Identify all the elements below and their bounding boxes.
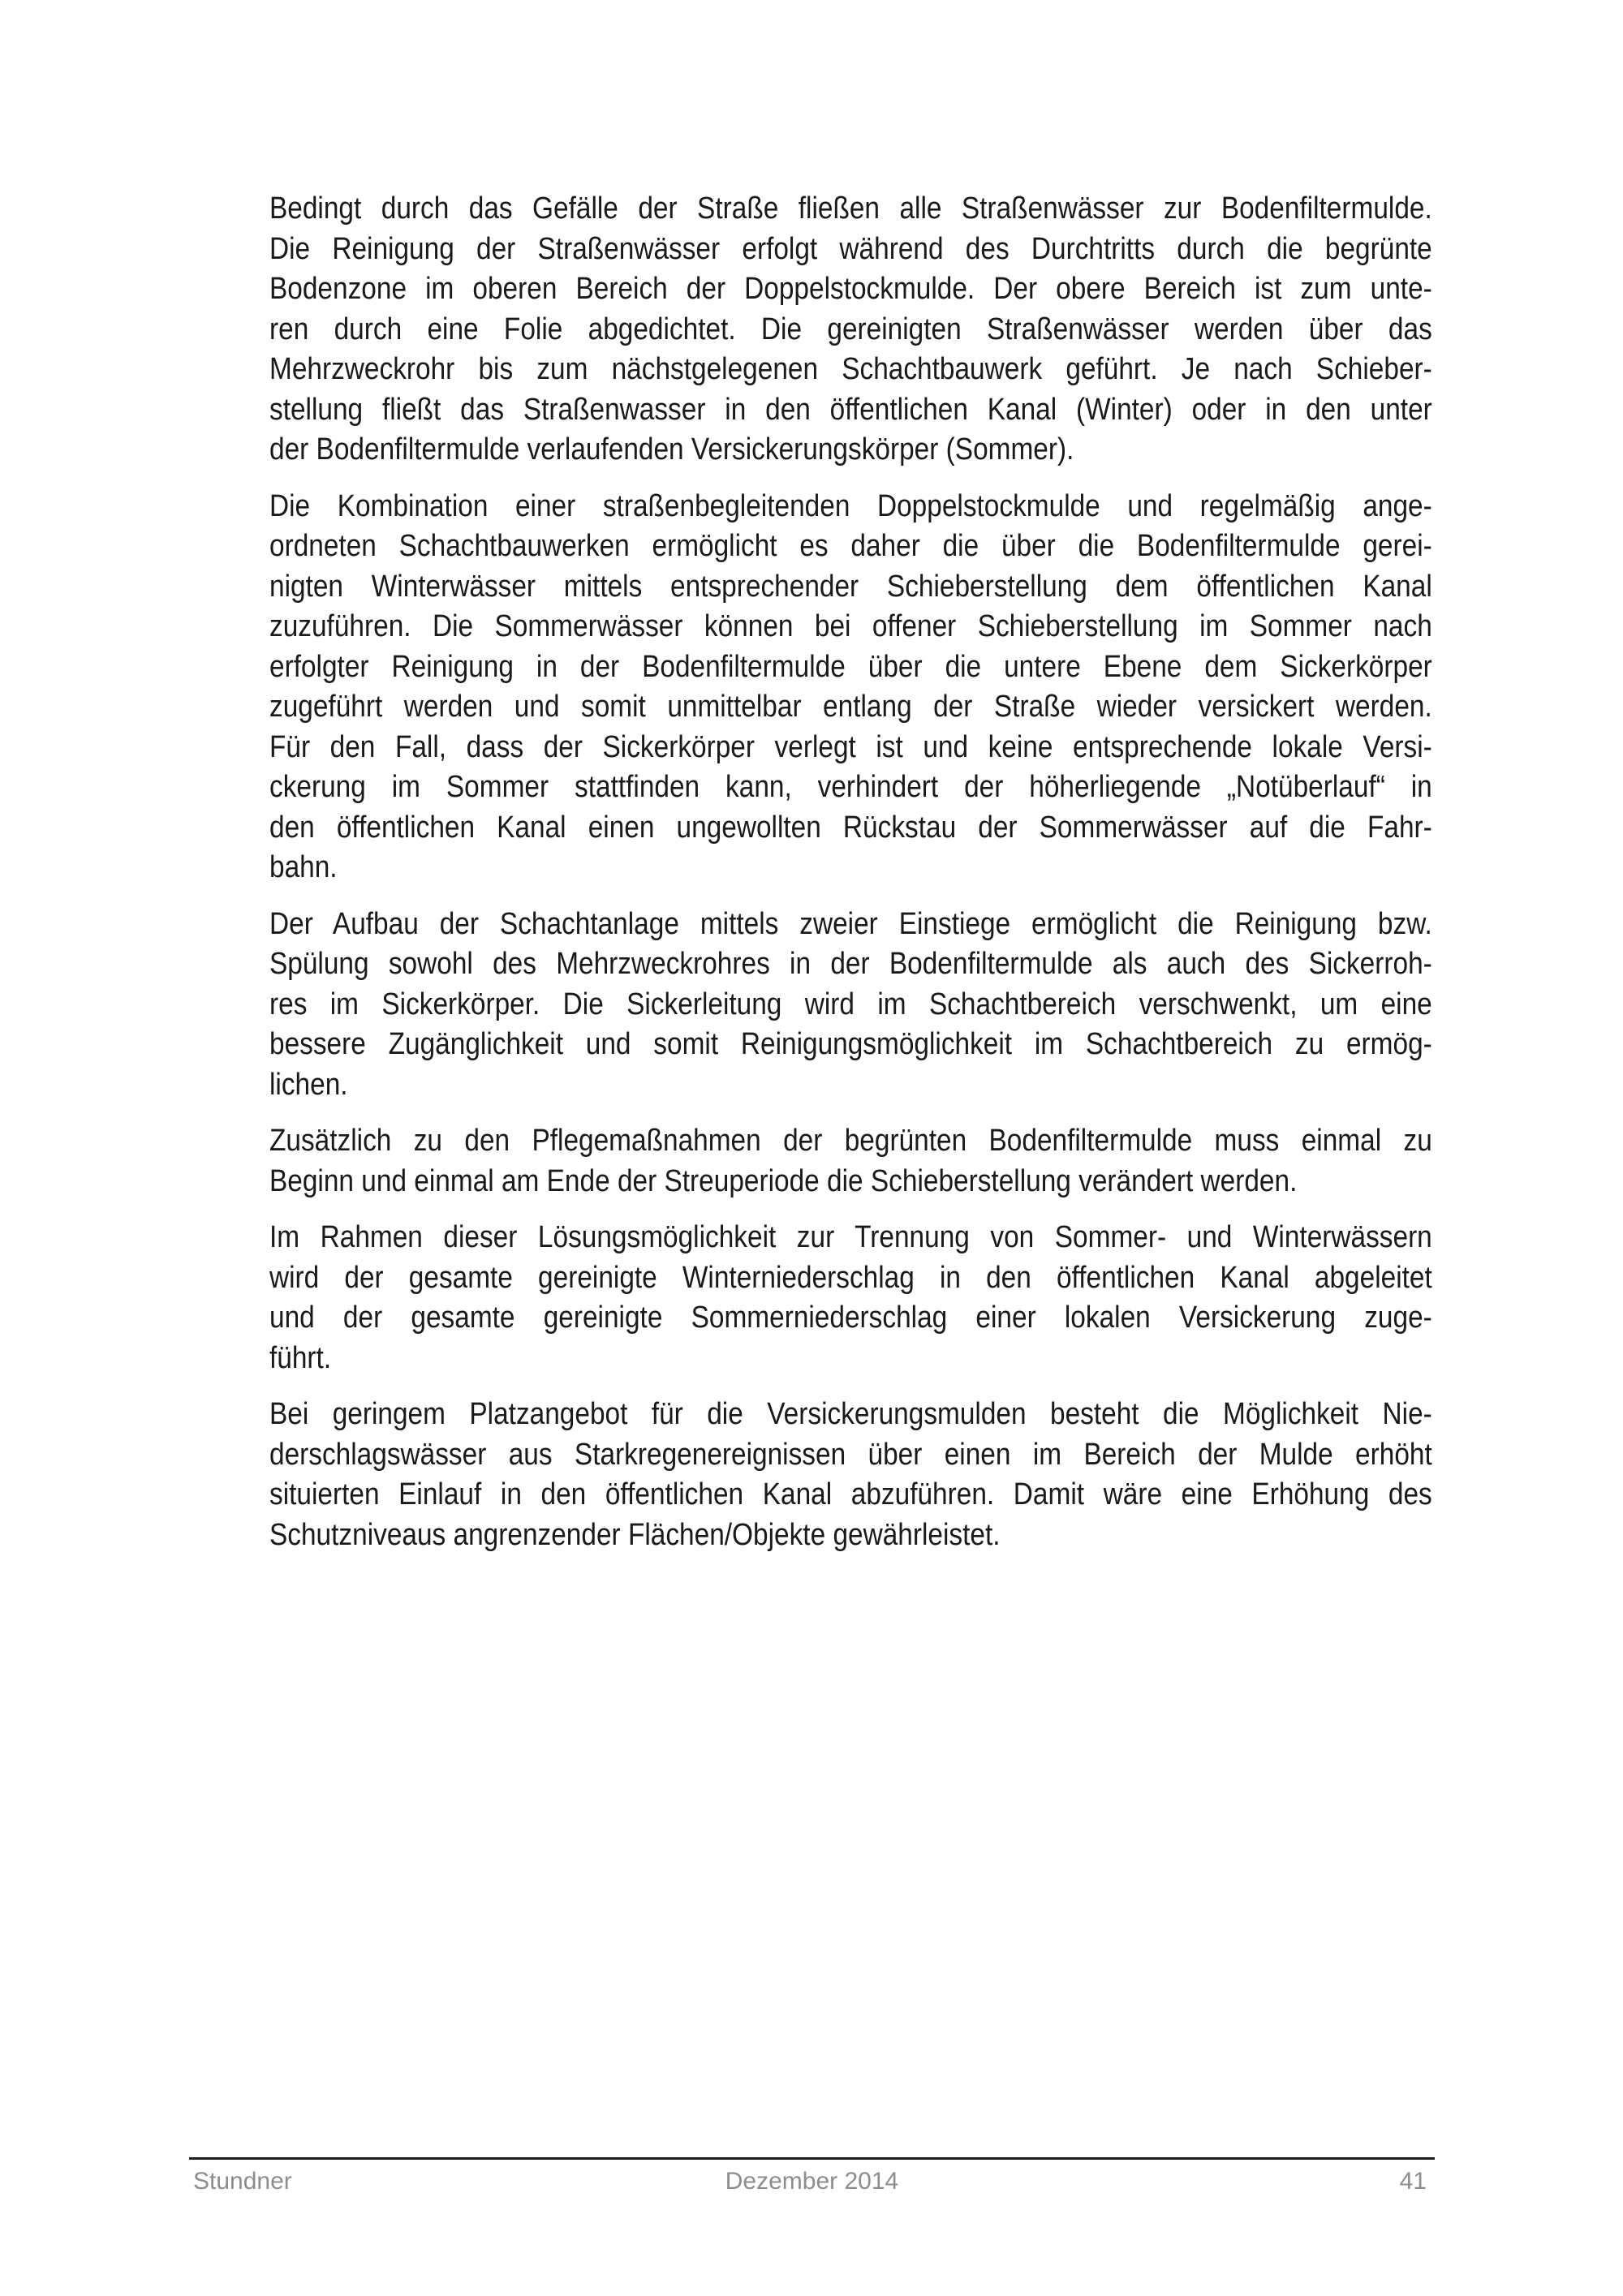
- text-line: ordneten Schachtbauwerken ermöglicht es daher die über die Bodenfiltermulde gerei-: [269, 529, 1432, 563]
- footer-row: [189, 2167, 1435, 2196]
- text-line: ren durch eine Folie abgedichtet. Die gereinigten Straßenwässer werden über das: [269, 312, 1432, 346]
- text-line: und der gesamte gereinigte Sommerniederschlag einer lokalen Versickerung zuge-: [269, 1301, 1432, 1335]
- text-line: Bedingt durch das Gefälle der Straße fließen alle Straßenwässer zur Bodenfiltermulde.: [269, 191, 1432, 226]
- footer-rule: [189, 2157, 1435, 2160]
- text-line: Zusätzlich zu den Pflegemaßnahmen der begrünten Bodenfiltermulde muss einmal zu: [269, 1124, 1432, 1158]
- paragraph: [269, 487, 1432, 888]
- paragraph: [269, 905, 1432, 1106]
- paragraph: [269, 1121, 1432, 1202]
- text-line: situierten Einlauf in den öffentlichen Kanal abzuführen. Damit wäre eine Erhöhung des: [269, 1477, 1432, 1511]
- text-line: Die Kombination einer straßenbegleitenden Doppelstockmulde und regelmäßig ange-: [269, 488, 1432, 523]
- text-line: Der Aufbau der Schachtanlage mittels zweier Einstiege ermöglicht die Reinigung bzw.: [269, 906, 1432, 941]
- text-line: Bei geringem Platzangebot für die Versickerungsmulden besteht die Möglichkeit Nie-: [269, 1397, 1432, 1431]
- text-line: Im Rahmen dieser Lösungsmöglichkeit zur Trennung von Sommer- und Winterwässern: [269, 1220, 1432, 1254]
- paragraph: [269, 1395, 1432, 1555]
- page-footer: [189, 2157, 1435, 2196]
- text-line: den öffentlichen Kanal einen ungewollten Rückstau der Sommerwässer auf die Fahr-: [269, 810, 1432, 845]
- text-line: Beginn und einmal am Ende der Streuperiode die Schieberstellung verändert werden.: [269, 1163, 1298, 1198]
- text-line: zugeführt werden und somit unmittelbar entlang der Straße wieder versickert werden.: [269, 690, 1432, 724]
- text-line: Die Reinigung der Straßenwässer erfolgt während des Durchtritts durch die begrünte: [269, 231, 1432, 266]
- text-line: wird der gesamte gereinigte Winterniederschlag in den öffentlichen Kanal abgeleitet: [269, 1260, 1432, 1295]
- text-line: erfolgter Reinigung in der Bodenfiltermulde über die untere Ebene dem Sickerkörper: [269, 649, 1432, 684]
- text-line: bessere Zugänglichkeit und somit Reinigungsmöglichkeit im Schachtbereich zu ermög-: [269, 1027, 1432, 1061]
- text-line: zuzuführen. Die Sommerwässer können bei offener Schieberstellung im Sommer nach: [269, 609, 1432, 643]
- text-line: ckerung im Sommer stattfinden kann, verhindert der höherliegende „Notüberlauf“ in: [269, 770, 1432, 804]
- text-line: Bodenzone im oberen Bereich der Doppelstockmulde. Der obere Bereich ist zum unte-: [269, 272, 1432, 306]
- text-line: bahn.: [269, 850, 338, 884]
- text-line: res im Sickerkörper. Die Sickerleitung wird im Schachtbereich verschwenkt, um eine: [269, 987, 1432, 1021]
- text-line: derschlagswässer aus Starkregenereignissen über einen im Bereich der Mulde erhöht: [269, 1437, 1432, 1472]
- paragraph: [269, 1218, 1432, 1378]
- text-line: Für den Fall, dass der Sickerkörper verlegt ist und keine entsprechende lokale Versi-: [269, 729, 1432, 764]
- footer-page-number: 41: [1399, 2168, 1427, 2195]
- text-line: führt.: [269, 1340, 332, 1375]
- text-line: stellung fließt das Straßenwasser in den öffentlichen Kanal (Winter) oder in den unter: [269, 392, 1432, 427]
- text-line: Spülung sowohl des Mehrzweckrohres in der Bodenfiltermulde als auch des Sickerroh-: [269, 947, 1432, 981]
- footer-date: Dezember 2014: [725, 2168, 899, 2195]
- text-line: lichen.: [269, 1067, 348, 1102]
- paragraph: [269, 189, 1432, 471]
- body-text: [269, 189, 1432, 1572]
- text-line: der Bodenfiltermulde verlaufenden Versickerungskörper (Sommer).: [269, 432, 1074, 467]
- text-line: Schutzniveaus angrenzender Flächen/Objekte gewährleistet.: [269, 1517, 1001, 1552]
- text-line: nigten Winterwässer mittels entsprechender Schieberstellung dem öffentlichen Kanal: [269, 569, 1432, 604]
- footer-author: Stundner: [193, 2168, 292, 2195]
- text-line: Mehrzweckrohr bis zum nächstgelegenen Schachtbauwerk geführt. Je nach Schieber-: [269, 352, 1432, 386]
